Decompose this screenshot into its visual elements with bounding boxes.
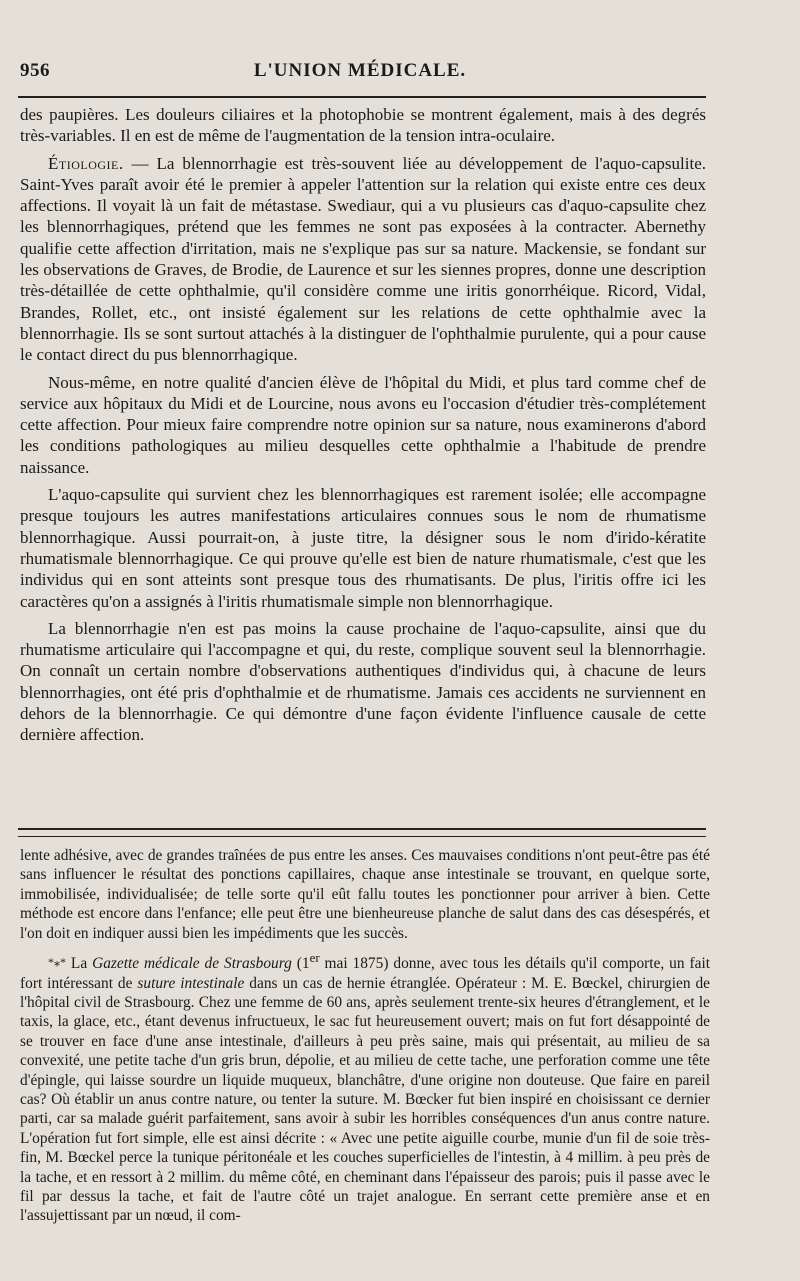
asterism-icon: *⁎*: [48, 955, 66, 970]
paragraph-1: des paupières. Les douleurs ciliaires et la photophobie se montrent également, mais à des degrés très-variables. Il en est de même de l'augmentation de la tension intra-oculaire.: [20, 105, 706, 146]
page-number: 956: [20, 60, 50, 81]
page-header: [20, 60, 700, 90]
note-text: mai 1875) donne, avec tous les détails qu'il comporte, un fait fort intéressant de: [20, 955, 711, 992]
paragraph-2-body: — La blennorrhagie est très-souvent liée au développement de l'aquo-capsulite. Saint-Yves paraît avoir été le premier à appeler l'attention sur la relation qui existe entre ces deux affections. Il voyait là un fait de métastase. Swediaur, qui a vu plusieurs cas d'aquo-capsulite chez les blennorrhagiques, prétend que les femmes ne sont pas exposées à la contracter. Abernethy qualifie cette affection d'irritation, mais ne s'explique pas sur sa nature. Mackensie, se fondant sur les observations de Graves, de Brodie, de Laurence et sur les siennes propres, donne une description très-détaillée de cette ophthalmie, qu'il considère comme une iritis gonorrhéique. Ricord, Vidal, Brandes, Rollet, etc., ont insisté également sur les relations de cette ophthalmie avec la blennorrhagie. Ils se sont surtout attachés à la distinguer de l'ophthalmie purulente, qui a pour cause le contact direct du pus blennorrhagique.: [20, 153, 706, 365]
paragraph-5: La blennorrhagie n'en est pas moins la cause prochaine de l'aquo-capsulite, ainsi que du rhumatisme articulaire qui l'accompagne et qui, du reste, complique souvent seul la blennorrhagie. On connaît un certain nombre d'observations authentiques d'individus qui, à chacune de leurs blennorrhagies, ont été pris d'ophthalmie et de rhumatisme. Jamais ces accidents ne surviennent en dehors de la blennorrhagie. Ce qui démontre d'une façon évidente l'influence causale de cette dernière affection.: [20, 618, 706, 745]
paragraph-etiologie: [20, 153, 706, 366]
note-text: La: [66, 955, 93, 973]
header-rule: [18, 96, 706, 98]
feuilleton-rule-thin: [18, 836, 706, 837]
note-text: dans un cas de hernie étranglée. Opérateur : M. E. Bœckel, chirurgien de l'hôpital civil de Strasbourg. Chez une femme de 60 ans, après seulement trente-six heures d'étranglement, et le taxis, la glace, etc., étant devenus infructueux, le sac fut heureusement ouvert; mais on fut fort désappointé de se trouver en face d'une anse intestinale, d'ailleurs à peu près saine, mais qui présentait, au milieu de sa convexité, une petite tache d'un gris brun, dépolie, et au milieu de cette tache, une perforation comme une tête d'épingle, qui laisse sourdre un liquide muqueux, blanchâtre, d'une origine non douteuse. Que faire en pareil cas? Où établir un anus contre nature, ou tenter la suture. M. Bœcker fut bien inspiré en choisissant ce dernier parti, car sa malade guérit parfaitement, sans avoir à subir les horribles conséquences d'un anus contre nature. L'opération fut fort simple, elle est ainsi décrite : « Avec une petite aiguille courbe, munie d'un fil de soie très-fin, M. Bœckel perce la tunique péritonéale et les couches superficielles de l'intestin, à 4 millim. à peu près de la tache, et en ressort à 2 millim. du même côté, en cheminant dans l'épaisseur des parois; puis il passe avec le fil par dessus la tache, et fait de l'autre côté un trajet analogue. En serrant cette première anse et en l'assujettissant par un nœud, il com-: [20, 974, 710, 1225]
note-paragraph-2: [20, 949, 710, 1226]
note-text: (1: [291, 955, 310, 973]
ordinal-sup: er: [309, 951, 320, 966]
paragraph-4: L'aquo-capsulite qui survient chez les blennorrhagiques est rarement isolée; elle accompagne presque toujours les autres manifestations articulaires connues sous le nom de rhumatisme blennorrhagique. Aussi pourrait-on, à juste titre, la désigner sous le nom d'irido-kératite rhumatismale blennorrhagique. Ce qui prouve qu'elle est bien de nature rhumatismale, c'est que les individus qui en sont atteints sont presque tous des rhumatisants. De plus, l'iritis offre ici les caractères qu'on a assignés à l'iritis rhumatismale simple non blennorrhagique.: [20, 485, 706, 611]
running-title: L'UNION MÉDICALE.: [253, 60, 467, 81]
journal-title: Gazette médicale de Strasbourg: [92, 955, 292, 973]
lower-column: [20, 846, 710, 1232]
feuilleton-rule-thick: [18, 828, 706, 830]
term-italic: suture intestinale: [137, 974, 245, 992]
main-text: [20, 104, 706, 752]
section-heading: Étiologie.: [48, 153, 124, 173]
note-paragraph-1: lente adhésive, avec de grandes traînées de pus entre les anses. Ces mauvaises conditions n'ont peut-être pas été sans influencer le résultat des ponctions capillaires, chaque anse intestinale se trouvant, en quelque sorte, immobilisée, individualisée; de telle sorte qu'il eût fallu toutes les ponctionner pour arriver à bien. Cette méthode est encore dans l'enfance; elle peut être une bienheureuse planche de salut dans des cas désespérés, et l'on doit en indiquer aussi bien les impédiments que les succès.: [20, 847, 710, 942]
paragraph-3: Nous-même, en notre qualité d'ancien élève de l'hôpital du Midi, et plus tard comme chef de service aux hôpitaux du Midi et de Lourcine, nous avons eu l'occasion d'étudier très-complétement cette affection. Pour mieux faire comprendre notre opinion sur sa nature, nous examinerons d'abord les conditions pathologiques au milieu desquelles cette ophthalmie a l'habitude de prendre naissance.: [20, 372, 706, 477]
